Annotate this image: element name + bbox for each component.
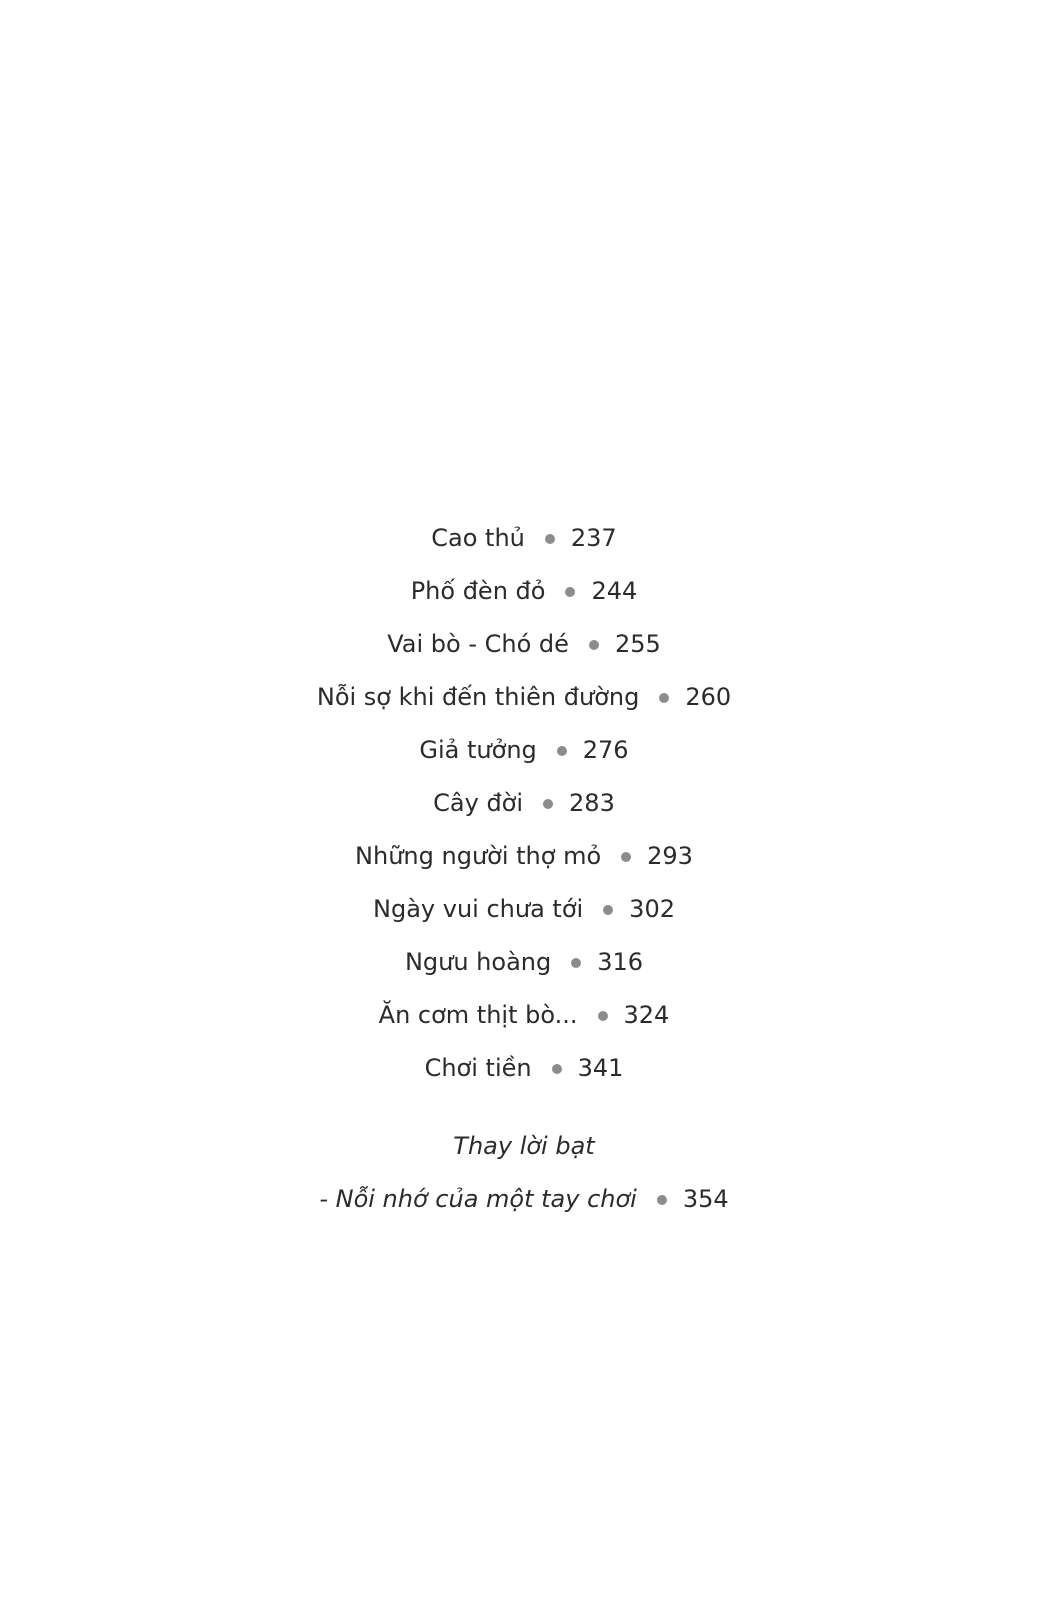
toc-entry-choi-tien: [425, 1042, 624, 1095]
afterword-heading: Thay lời bạt: [453, 1132, 595, 1160]
toc-entry-title: Ngày vui chưa tới: [373, 895, 584, 923]
toc-entry-nhung-nguoi-tho-mo: [355, 830, 693, 883]
afterword-subtitle: - Nỗi nhớ của một tay chơi: [319, 1185, 637, 1213]
bullet-icon: [557, 746, 567, 756]
toc-entry-page: 316: [597, 948, 644, 976]
afterword-subtitle-line: [319, 1173, 728, 1226]
bullet-icon: [543, 799, 553, 809]
toc-entry-page: 276: [582, 736, 629, 764]
bullet-icon: [603, 905, 613, 915]
toc-entry-title: Ăn cơm thịt bò...: [378, 1001, 578, 1029]
toc-entry-page: 293: [647, 842, 693, 870]
toc-entry-page: 302: [629, 895, 675, 923]
bullet-icon: [659, 693, 669, 703]
afterword-heading-line: [453, 1120, 594, 1173]
toc-entry-gia-tuong: [419, 724, 628, 777]
afterword-page: 354: [682, 1185, 729, 1213]
toc-entry-cay-doi: [433, 777, 615, 830]
afterword-entry: [0, 1120, 1048, 1226]
toc-entry-vai-bo-cho-de: [387, 618, 661, 671]
bullet-icon: [565, 587, 575, 597]
toc-entry-title: Chơi tiền: [424, 1054, 532, 1082]
toc-entry-page: 237: [570, 524, 617, 552]
bullet-icon: [571, 958, 581, 968]
toc-entry-noi-so-khi-den-thien-duong: [317, 671, 731, 724]
toc-entry-title: Những người thợ mỏ: [355, 842, 602, 870]
toc-entry-page: 324: [623, 1001, 670, 1029]
toc-entry-nguu-hoang: [405, 936, 643, 989]
toc-entry-title: Giả tưởng: [419, 736, 537, 764]
bullet-icon: [598, 1011, 608, 1021]
bullet-icon: [589, 640, 599, 650]
toc-entry-title: Phố đèn đỏ: [410, 577, 546, 605]
toc-entry-title: Cây đời: [433, 789, 524, 817]
bullet-icon: [657, 1195, 667, 1205]
toc-entry-page: 341: [577, 1054, 624, 1082]
bullet-icon: [621, 852, 631, 862]
toc-entry-pho-den-do: [411, 565, 638, 618]
toc-entry-page: 244: [591, 577, 638, 605]
toc-entry-title: Nỗi sợ khi đến thiên đường: [316, 683, 640, 711]
toc-entry-title: Ngưu hoàng: [404, 948, 552, 976]
toc-entry-ngay-vui-chua-toi: [373, 883, 675, 936]
toc-entry-title: Vai bò - Chó dé: [387, 630, 569, 658]
toc-entry-title: Cao thủ: [431, 524, 525, 552]
toc-entry-page: 283: [569, 789, 615, 817]
toc-entry-an-com-thit-bo: [379, 989, 670, 1042]
toc-entry-page: 255: [614, 630, 661, 658]
bullet-icon: [552, 1064, 562, 1074]
toc-entry-cao-thu: [431, 512, 616, 565]
toc-entry-page: 260: [685, 683, 732, 711]
bullet-icon: [545, 534, 555, 544]
table-of-contents: [0, 512, 1048, 1095]
